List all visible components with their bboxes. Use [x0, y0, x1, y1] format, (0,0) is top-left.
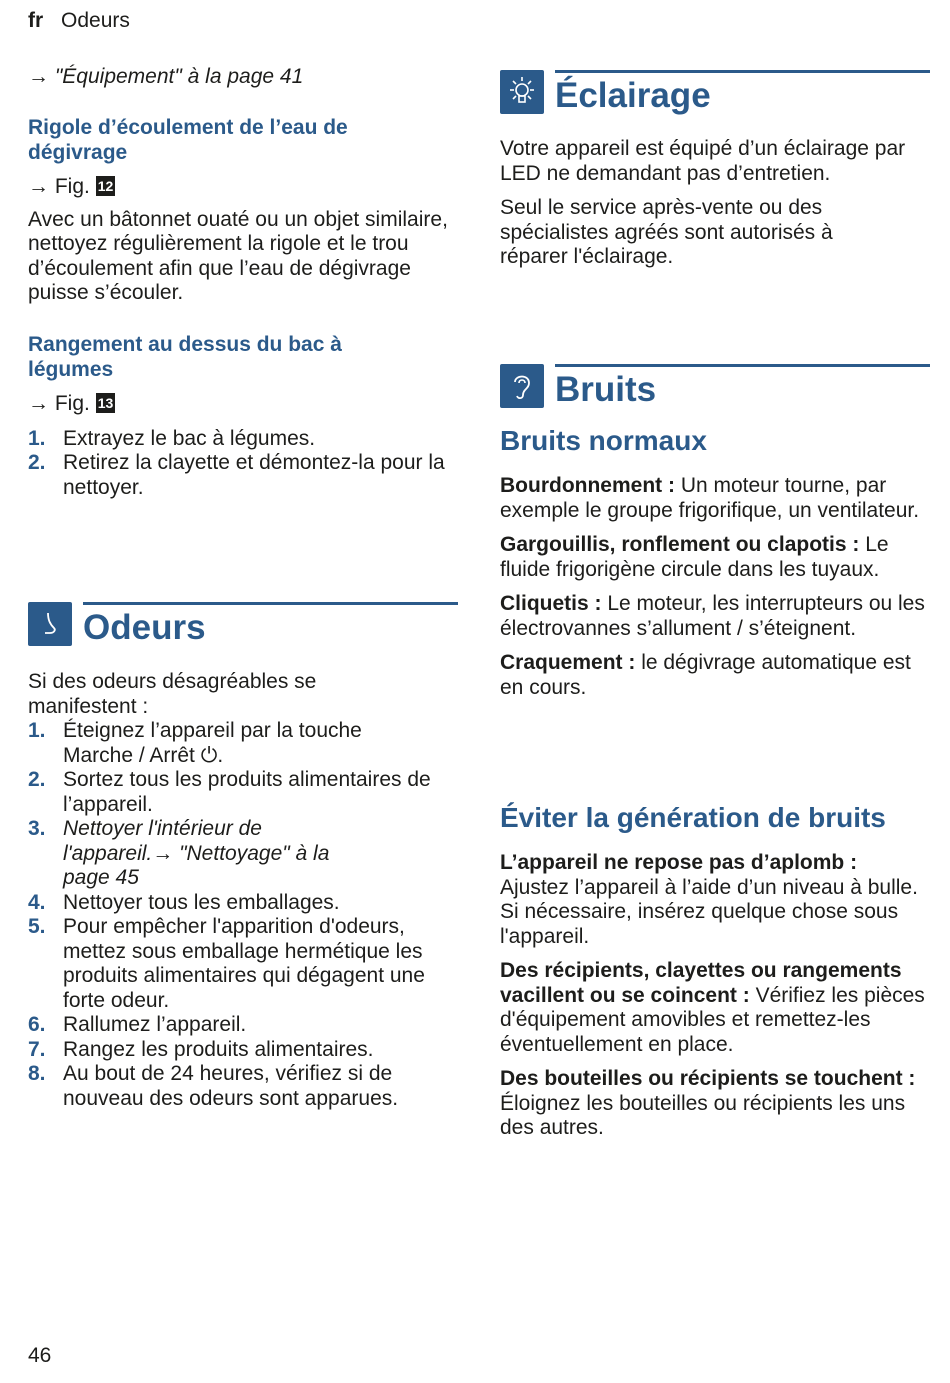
step-text: Sortez tous les produits alimentaires de l’appareil. [63, 768, 431, 816]
step-number: 7. [28, 1037, 46, 1061]
bruits-section-heading [500, 364, 930, 416]
noise-item [500, 851, 930, 949]
list-item [28, 427, 448, 452]
step-number: 2. [28, 451, 46, 474]
noise-description: Un moteur tourne, par exemple le groupe frigorifique, un ventilateur. [500, 474, 920, 522]
list-item [28, 1062, 460, 1111]
header-section-name: Odeurs [61, 9, 130, 32]
noise-description: Éloignez les bouteilles ou récipients les uns des autres. [500, 1091, 906, 1139]
step-number: 8. [28, 1062, 46, 1085]
noise-item [500, 1067, 930, 1141]
step-number: 5. [28, 915, 46, 938]
noise-term: Craquement : [500, 651, 636, 674]
step-text: Extrayez le bac à légumes. [63, 426, 316, 450]
rigole-figure-ref [28, 175, 460, 200]
list-item [28, 1013, 460, 1038]
nose-icon [28, 602, 72, 646]
step-number: 1. [28, 719, 46, 742]
section-rule [83, 602, 458, 605]
noise-item [500, 651, 930, 700]
noise-item [500, 474, 930, 523]
list-item [28, 719, 403, 768]
page-header [28, 9, 130, 33]
rigole-section [28, 115, 460, 306]
eviter-bruits-section [500, 802, 930, 1141]
step-text: Rangez les produits alimentaires. [63, 1037, 374, 1061]
step-number: 6. [28, 1013, 46, 1036]
list-item [28, 1038, 460, 1063]
noise-description: Le moteur, les interrupteurs ou les électrovannes s’allument / s’éteignent. [500, 592, 925, 640]
rigole-title: Rigole d’écoulement de l’eau de dégivrage [28, 116, 348, 164]
rangement-fig-label: → Fig. [28, 392, 90, 415]
eclairage-body [500, 137, 930, 270]
list-item [28, 817, 373, 891]
step-number: 2. [28, 768, 46, 791]
language-code: fr [28, 9, 44, 32]
noise-term: Des bouteilles ou récipients se touchent : [500, 1067, 916, 1090]
section-rule [555, 70, 930, 73]
noise-description: Vérifiez les pièces d'équipement amovibles et remettez-les éventuellement en place. [500, 983, 925, 1056]
rigole-fig-number: 12 [97, 178, 114, 194]
list-item [28, 891, 460, 916]
noise-item [500, 533, 930, 582]
page-number: 46 [28, 1344, 52, 1367]
odeurs-section-heading [28, 602, 458, 654]
noise-description: Ajustez l’appareil à l’aide d’un niveau à bulle. Si nécessaire, insérez quelque chose sous l'appareil. [500, 875, 918, 948]
step-text: Retirez la clayette et démontez-la pour la nettoyer. [63, 451, 445, 499]
noise-item [500, 592, 930, 641]
eclairage-section-heading [500, 70, 930, 122]
step-text: Pour empêcher l'apparition d'odeurs, mettez sous emballage hermétique les produits alimentaires qui dégagent une forte odeur. [63, 915, 425, 1012]
rangement-title: Rangement au dessus du bac à légumes [28, 333, 342, 381]
rangement-section [28, 332, 460, 500]
step-text: Nettoyer tous les emballages. [63, 890, 340, 914]
equipment-cross-reference[interactable]: → "Équipement" à la page 41 [28, 65, 304, 88]
step-text: Rallumez l’appareil. [63, 1013, 247, 1036]
odeurs-body [28, 670, 460, 1111]
step-text: Au bout de 24 heures, vérifiez si de nouveau des odeurs sont apparues. [63, 1062, 399, 1110]
section-rule [555, 364, 930, 367]
noise-description: Le fluide frigorigène circule dans les tuyaux. [500, 533, 889, 581]
step-number: 3. [28, 817, 46, 840]
rangement-fig-number: 13 [97, 395, 114, 411]
rigole-text: Avec un bâtonnet ouaté ou un objet similaire, nettoyez régulièrement la rigole et le trou d’écoulement afin que l’eau de dégivrage puisse s’écouler. [28, 207, 448, 304]
lightbulb-icon [500, 70, 544, 114]
list-item [28, 768, 460, 817]
odeurs-title: Odeurs [83, 608, 206, 647]
list-item [28, 451, 448, 500]
step-text[interactable]: Nettoyer l'intérieur de l'appareil.→ "Nettoyage" à la page 45 [63, 817, 330, 889]
eviter-bruits-title: Éviter la génération de bruits [500, 802, 886, 833]
step-number: 4. [28, 890, 46, 914]
list-item [28, 915, 460, 1013]
bruits-normaux-section [500, 425, 930, 700]
bruits-title: Bruits [555, 370, 657, 409]
rangement-figure-ref [28, 392, 460, 417]
noise-term: Des récipients, clayettes ou rangements vacillent ou se coincent : [500, 959, 902, 1007]
eclairage-text-1: Votre appareil est équipé d’un éclairage par LED ne demandant pas d’entretien. [500, 137, 906, 185]
noise-item [500, 959, 930, 1057]
odeurs-steps [28, 719, 460, 1111]
ear-icon [500, 364, 544, 408]
noise-term: Gargouillis, ronflement ou clapotis : [500, 533, 860, 556]
noise-term: Cliquetis : [500, 592, 602, 615]
odeurs-intro: Si des odeurs désagréables se manifestent : [28, 670, 317, 718]
noise-term: L’appareil ne repose pas d’aplomb : [500, 851, 858, 874]
rigole-fig-label: → Fig. [28, 175, 90, 198]
eclairage-title: Éclairage [555, 76, 711, 115]
step-number: 1. [28, 426, 46, 450]
noise-description: le dégivrage automatique est en cours. [500, 651, 911, 699]
rangement-steps [28, 427, 448, 501]
eclairage-text-2: Seul le service après-vente ou des spécialistes agréés sont autorisés à réparer l'éclairage. [500, 196, 833, 268]
noise-term: Bourdonnement : [500, 474, 675, 497]
step-text: Éteignez l’appareil par la touche Marche / Arrêt ⏻. [63, 719, 362, 767]
bruits-normaux-title: Bruits normaux [500, 425, 707, 456]
